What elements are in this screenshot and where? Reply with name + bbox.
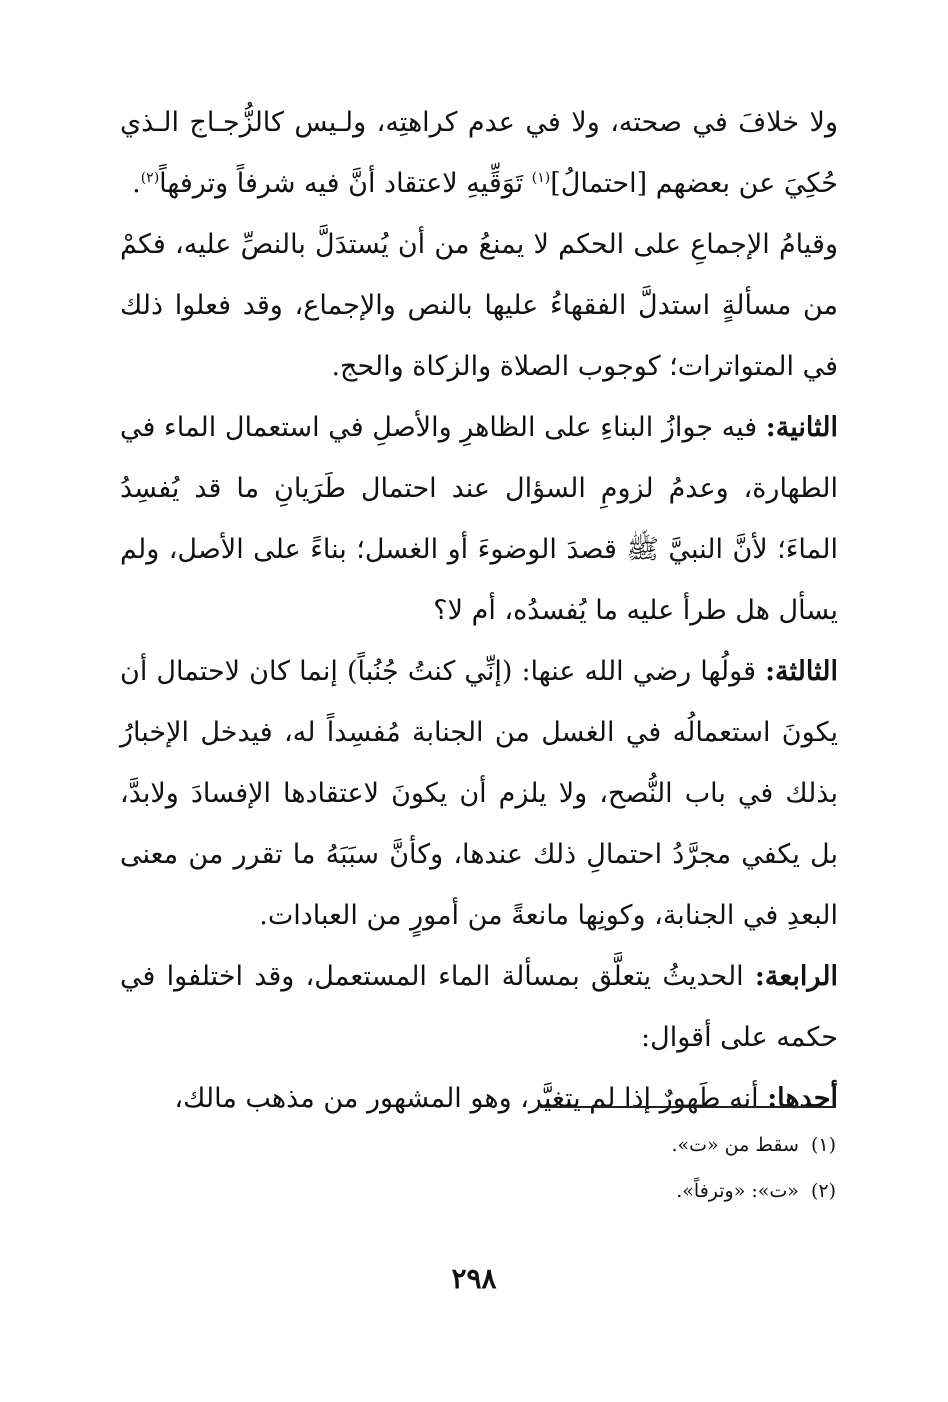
page-number: ٢٩٨ — [451, 1262, 497, 1295]
footnote-1 — [136, 1122, 836, 1168]
footnotes — [136, 1122, 836, 1214]
paragraph-1-text-after: . — [132, 168, 141, 199]
second-point-text: فيه جوازُ البناءِ على الظاهرِ والأصلِ في استعمال الماء في الطهارة، وعدمُ لزومِ السؤال عند احتمال طَرَيانِ ما قد يُفسِدُ الماءَ؛ لأنَّ النبيَّ ﷺ قصدَ الوضوءَ أو الغسل؛ بناءً على الأصل، ولم يسأل هل طرأ عليه ما يُفسدُه، أم لا؟ — [120, 412, 838, 626]
third-point-text: قولُها رضي الله عنها: (إنِّي كنتُ جُنُباً) إنما كان لاحتمال أن يكونَ استعمالُه في الغسل من الجنابة مُفسِداً له، فيدخل الإخبارُ بذلك في باب النُّصح، ولا يلزم أن يكونَ لاعتقادها الإفسادَ ولابدَّ، بل يكفي مجرَّدُ احتمالِ ذلك عندها، وكأنَّ سبَبَهُ ما تقرر من معنى البعدِ في الجنابة، وكونِها مانعةً من أمورٍ من العبادات. — [120, 656, 838, 931]
paragraph-third-point — [120, 641, 838, 946]
paragraph-second-point — [120, 397, 838, 641]
footnote-divider — [540, 1106, 836, 1108]
footnote-1-number: (١) — [810, 1134, 836, 1156]
fourth-point-text: الحديثُ يتعلَّق بمسألة الماء المستعمل، وقد اختلفوا في حكمه على أقوال: — [120, 961, 838, 1053]
paragraph-2-text: وقيامُ الإجماعِ على الحكم لا يمنعُ من أن يُستدَلَّ بالنصِّ عليه، فكمْ من مسألةٍ استدلَّ الفقهاءُ عليها بالنص والإجماع، وقد فعلوا ذلك في المتواترات؛ كوجوب الصلاة والزكاة والحج. — [120, 229, 839, 382]
paragraph-fourth-point — [120, 946, 838, 1068]
footnote-2-number: (٢) — [810, 1180, 836, 1202]
footnote-ref-1: (١) — [531, 170, 551, 186]
footnote-1-text: سقط من «ت». — [671, 1134, 799, 1156]
paragraph-1-text-middle: تَوَقِّيهِ لاعتقاد أنَّ فيه شرفاً وترفهاً — [159, 168, 532, 199]
first-opinion-label: أحدها: — [767, 1083, 838, 1114]
second-point-label: الثانية: — [765, 412, 838, 443]
paragraph-1 — [120, 92, 838, 214]
fourth-point-label: الرابعة: — [754, 961, 838, 992]
footnote-2 — [136, 1168, 836, 1214]
main-text — [120, 92, 838, 1129]
paragraph-1-text-before: ولا خلافَ في صحته، ولا في عدم كراهتِه، ولـيس كالزُّجـاج الـذي حُكِيَ عن بعضهم [احتمالُ] — [120, 107, 838, 199]
paragraph-first-opinion — [120, 1068, 838, 1129]
third-point-label: الثالثة: — [765, 656, 838, 687]
first-opinion-text: أنه طَهورٌ إذا لم يتغيَّر، وهو المشهور من مذهب مالك، — [174, 1083, 768, 1114]
footnote-ref-2: (٢) — [140, 170, 160, 186]
footnote-2-text: «ت»: «وترفاً». — [676, 1180, 799, 1202]
paragraph-2 — [120, 214, 838, 397]
